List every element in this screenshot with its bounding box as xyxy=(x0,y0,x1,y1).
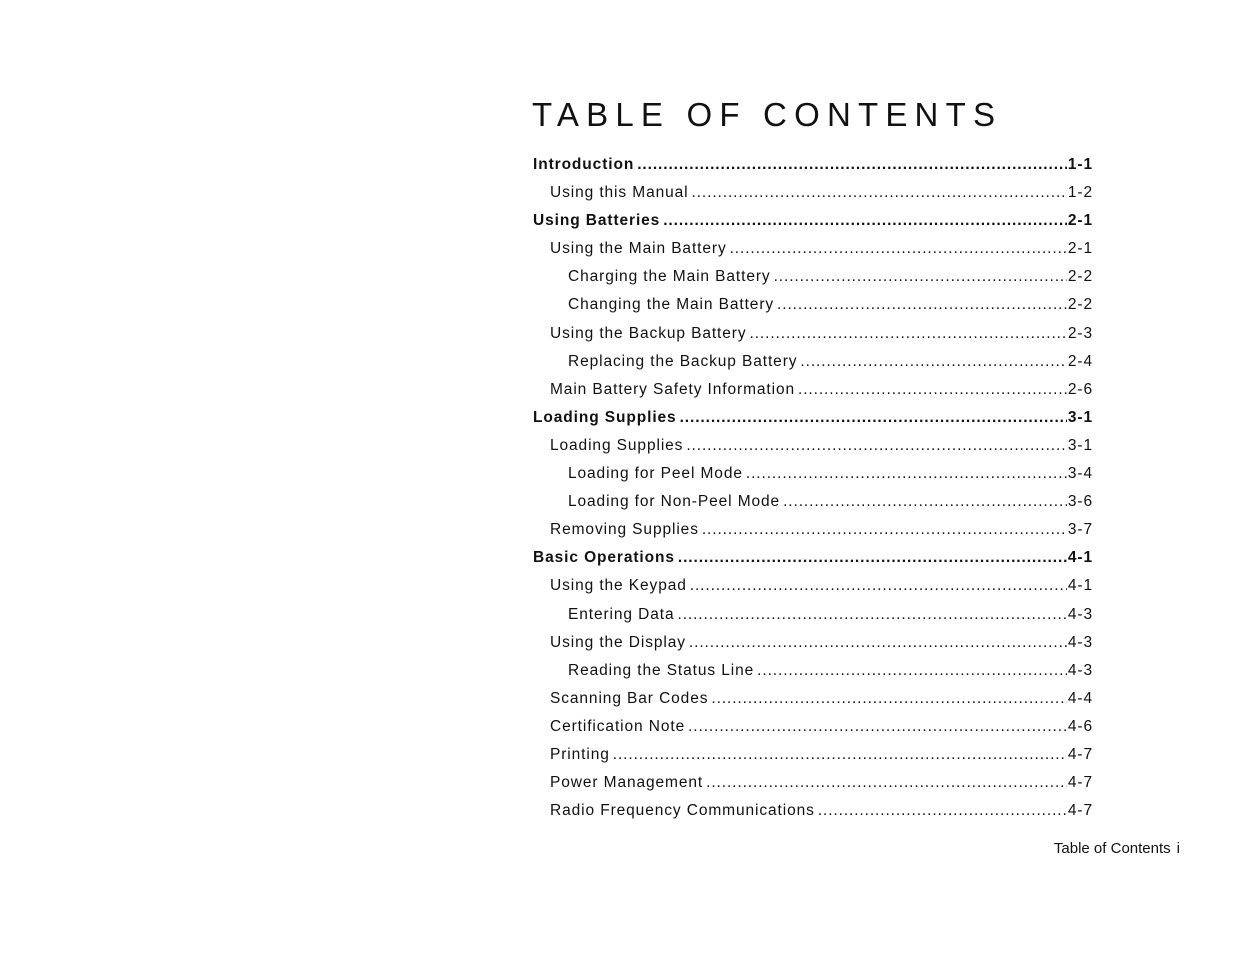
toc-entry[interactable] xyxy=(533,662,1093,690)
toc-entry-page: 2-3 xyxy=(1067,324,1093,342)
dot-leader xyxy=(730,240,1067,258)
toc-entry-page: 4-7 xyxy=(1067,802,1093,820)
toc-entry-label: Reading the Status Line xyxy=(568,661,755,679)
toc-entry[interactable] xyxy=(533,802,1093,830)
toc-entry-page: 4-3 xyxy=(1067,605,1093,623)
dot-leader xyxy=(677,606,1066,624)
toc-entry[interactable] xyxy=(533,690,1093,718)
toc-entry-label: Scanning Bar Codes xyxy=(550,689,709,707)
toc-entry[interactable] xyxy=(533,184,1093,212)
toc-entry-label: Basic Operations xyxy=(533,549,675,567)
toc-entry[interactable] xyxy=(533,212,1093,240)
toc-entry-label: Using the Backup Battery xyxy=(550,324,747,342)
toc-entry[interactable] xyxy=(533,156,1093,184)
dot-leader xyxy=(689,634,1067,652)
toc-entry-page: 3-4 xyxy=(1067,465,1093,483)
dot-leader xyxy=(777,296,1067,314)
toc-entry-label: Entering Data xyxy=(568,605,675,623)
toc-entry[interactable] xyxy=(533,577,1093,605)
toc-entry-label: Using the Display xyxy=(550,633,686,651)
toc-entry[interactable] xyxy=(533,774,1093,802)
dot-leader xyxy=(818,802,1067,820)
toc-entry-page: 4-4 xyxy=(1067,689,1093,707)
toc-entry-label: Loading Supplies xyxy=(533,408,677,426)
toc-entry[interactable] xyxy=(533,381,1093,409)
toc-entry-page: 1-2 xyxy=(1067,184,1093,202)
toc-entry-label: Loading for Non-Peel Mode xyxy=(568,493,781,511)
toc-entry[interactable] xyxy=(533,521,1093,549)
toc-entry-label: Using the Main Battery xyxy=(550,240,727,258)
toc-entry-label: Using the Keypad xyxy=(550,577,687,595)
dot-leader xyxy=(688,718,1067,736)
toc-entry-page: 2-4 xyxy=(1067,352,1093,370)
dot-leader xyxy=(692,184,1067,202)
dot-leader xyxy=(613,746,1067,764)
toc-entry-page: 4-6 xyxy=(1067,717,1093,735)
toc-entry-label: Using this Manual xyxy=(550,184,689,202)
toc-entry-label: Radio Frequency Communications xyxy=(550,802,815,820)
footer-page-number: i xyxy=(1176,840,1180,857)
dot-leader xyxy=(750,325,1067,343)
page-title: TABLE OF CONTENTS xyxy=(532,96,1003,133)
dot-leader xyxy=(690,577,1067,595)
toc-entry[interactable] xyxy=(533,240,1093,268)
dot-leader xyxy=(637,156,1067,174)
toc-list xyxy=(533,156,1093,830)
toc-entry-label: Certification Note xyxy=(550,717,686,735)
toc-entry[interactable] xyxy=(533,634,1093,662)
toc-entry[interactable] xyxy=(533,465,1093,493)
toc-entry-page: 3-1 xyxy=(1067,436,1093,454)
toc-entry-page: 3-1 xyxy=(1067,408,1093,426)
toc-entry[interactable] xyxy=(533,437,1093,465)
toc-entry[interactable] xyxy=(533,549,1093,577)
dot-leader xyxy=(746,465,1067,483)
toc-entry-page: 4-1 xyxy=(1067,577,1093,595)
footer-section-title: Table of Contents xyxy=(1053,840,1171,857)
toc-entry-label: Replacing the Backup Battery xyxy=(568,352,798,370)
toc-entry-label: Using Batteries xyxy=(533,212,661,230)
toc-entry-label: Loading for Peel Mode xyxy=(568,465,743,483)
toc-entry[interactable] xyxy=(533,268,1093,296)
toc-entry-page: 2-1 xyxy=(1067,212,1093,230)
toc-entry[interactable] xyxy=(533,409,1093,437)
toc-entry[interactable] xyxy=(533,718,1093,746)
toc-entry-label: Removing Supplies xyxy=(550,521,699,539)
toc-entry[interactable] xyxy=(533,493,1093,521)
dot-leader xyxy=(706,774,1067,792)
dot-leader xyxy=(702,521,1067,539)
dot-leader xyxy=(798,381,1067,399)
dot-leader xyxy=(686,437,1067,455)
toc-entry-label: Changing the Main Battery xyxy=(568,296,775,314)
toc-entry-label: Main Battery Safety Information xyxy=(550,380,795,398)
toc-entry[interactable] xyxy=(533,296,1093,324)
dot-leader xyxy=(678,549,1067,567)
dot-leader xyxy=(711,690,1067,708)
toc-entry[interactable] xyxy=(533,746,1093,774)
toc-entry[interactable] xyxy=(533,325,1093,353)
toc-entry-page: 2-2 xyxy=(1067,268,1093,286)
toc-entry-label: Charging the Main Battery xyxy=(568,268,771,286)
toc-entry[interactable] xyxy=(533,353,1093,381)
toc-entry-page: 2-6 xyxy=(1067,380,1093,398)
page-footer xyxy=(1000,840,1180,857)
toc-entry-label: Power Management xyxy=(550,774,704,792)
toc-entry-page: 1-1 xyxy=(1067,156,1093,173)
toc-entry-page: 2-1 xyxy=(1067,240,1093,258)
toc-entry-page: 4-3 xyxy=(1067,633,1093,651)
dot-leader xyxy=(757,662,1067,680)
dot-leader xyxy=(680,409,1067,427)
dot-leader xyxy=(774,268,1067,286)
toc-entry-page: 2-2 xyxy=(1067,296,1093,314)
toc-entry[interactable] xyxy=(533,606,1093,634)
toc-entry-label: Printing xyxy=(550,745,610,763)
toc-entry-page: 4-7 xyxy=(1067,745,1093,763)
toc-entry-label: Introduction xyxy=(533,156,635,173)
toc-entry-page: 4-1 xyxy=(1067,549,1093,567)
dot-leader xyxy=(783,493,1067,511)
dot-leader xyxy=(663,212,1067,230)
toc-entry-label: Loading Supplies xyxy=(550,436,684,454)
toc-entry-page: 4-3 xyxy=(1067,661,1093,679)
toc-entry-page: 4-7 xyxy=(1067,774,1093,792)
toc-entry-page: 3-7 xyxy=(1067,521,1093,539)
toc-entry-page: 3-6 xyxy=(1067,493,1093,511)
dot-leader xyxy=(800,353,1066,371)
